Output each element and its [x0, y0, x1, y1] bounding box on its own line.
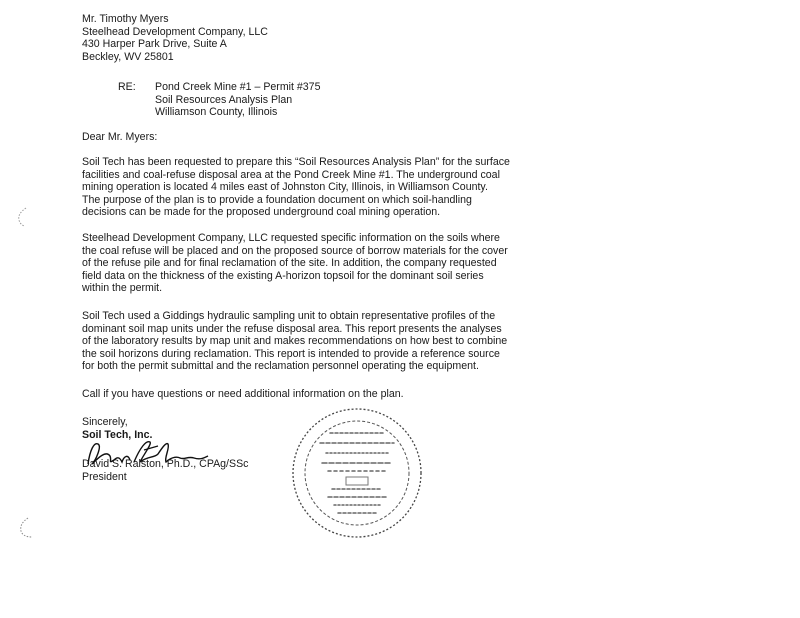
recipient-company: Steelhead Development Company, LLC: [82, 25, 268, 38]
paragraph-line: Call if you have questions or need additional information on the plan.: [82, 388, 404, 400]
paragraph-line: Soil Tech has been requested to prepare this “Soil Resources Analysis Plan” for the surface: [82, 156, 510, 168]
subject-line-location: Williamson County, Illinois: [155, 106, 278, 119]
subject-line-plan: Soil Resources Analysis Plan: [155, 93, 293, 106]
subject-label: RE:: [118, 81, 136, 93]
scan-artifact-bracket: [16, 206, 28, 228]
paragraph-line: Soil Tech used a Giddings hydraulic sampling unit to obtain representative profiles of the: [82, 310, 496, 322]
subject-line-project: Pond Creek Mine #1 – Permit #375: [155, 81, 321, 93]
paragraph-line: of the laboratory results by map unit and makes recommendations on how best to combine: [82, 335, 508, 348]
paragraph-line: mining operation is located 4 miles east of Johnston City, Illinois, in Williamson County.: [82, 181, 488, 194]
paragraph-line: within the permit.: [82, 282, 163, 295]
paragraph-line: decisions can be made for the proposed underground coal mining operation.: [82, 206, 441, 219]
recipient-street: 430 Harper Park Drive, Suite A: [82, 38, 227, 51]
signer-title: President: [82, 470, 127, 483]
paragraph-line: of the refuse pile and for final reclamation of the site. In addition, the company requested: [82, 257, 497, 270]
paragraph-line: for both the permit submittal and the reclamation personnel operating the equipment.: [82, 360, 479, 373]
professional-seal: [286, 405, 428, 541]
paragraph-4: [82, 388, 522, 401]
signer-name: David S. Ralston, Ph.D., CPAg/SSc: [82, 458, 249, 471]
paragraph-line: Steelhead Development Company, LLC requested specific information on the soils where: [82, 232, 500, 244]
handwritten-signature: [84, 436, 214, 472]
paragraph-line: field data on the thickness of the existing A-horizon topsoil for the dominant soil series: [82, 269, 484, 282]
paragraph-3: [82, 310, 522, 373]
valediction: Sincerely,: [82, 416, 128, 428]
paragraph-line: the soil horizons during reclamation. This report is intended to provide a reference source: [82, 347, 500, 360]
paragraph-line: the coal refuse will be placed and on the proposed source of borrow materials for the cover: [82, 244, 508, 257]
subject-block: [118, 81, 320, 119]
paragraph-2: [82, 232, 522, 295]
recipient-name: Mr. Timothy Myers: [82, 13, 169, 25]
paragraph-1: [82, 156, 522, 219]
recipient-city: Beckley, WV 25801: [82, 50, 174, 63]
scan-artifact-bracket: [18, 516, 38, 540]
paragraph-line: The purpose of the plan is to provide a foundation document on which soil-handling: [82, 193, 472, 206]
recipient-address-block: [82, 13, 268, 63]
salutation: Dear Mr. Myers:: [82, 131, 158, 143]
sender-company: Soil Tech, Inc.: [82, 428, 153, 441]
paragraph-line: facilities and coal-refuse disposal area at the Pond Creek Mine #1. The underground coal: [82, 168, 500, 181]
paragraph-line: dominant soil map units under the refuse disposal area. This report presents the analyses: [82, 322, 502, 335]
